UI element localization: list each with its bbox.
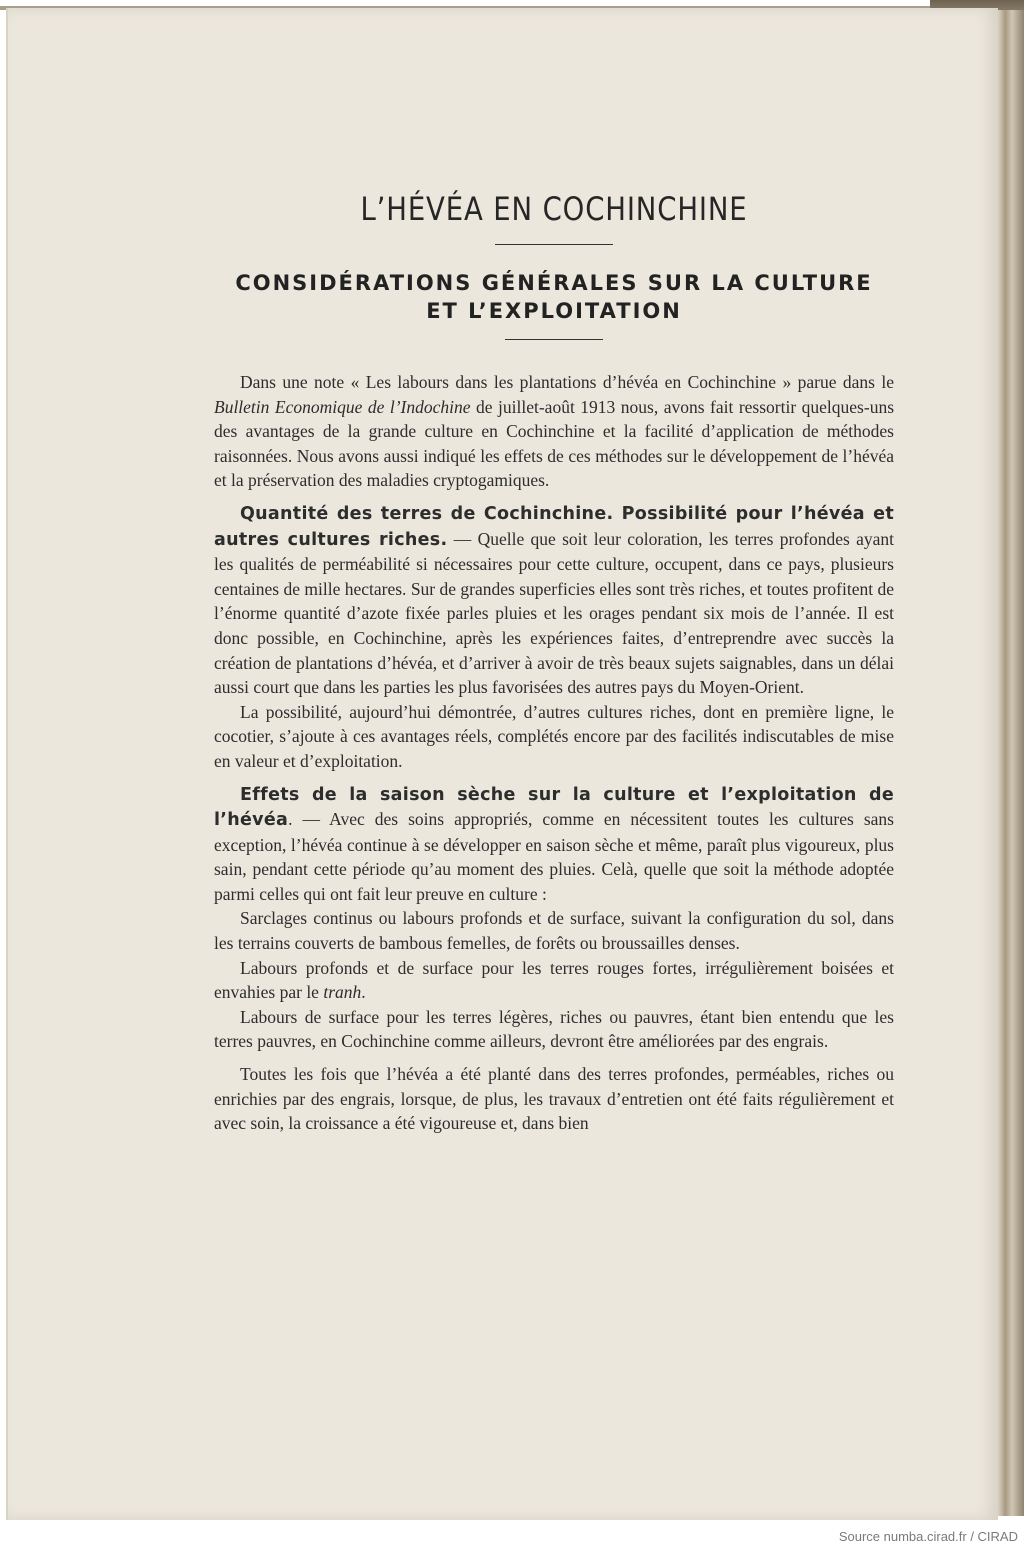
title-divider [495, 244, 613, 245]
paragraph-intro [214, 370, 894, 493]
paragraph-red-soils [214, 956, 894, 1005]
paragraph-text: — Quelle que soit leur coloration, les terres profondes ayant les qualités de perméabilité si nécessaires pour cette culture, occupent, dans ce pays, plusieurs centaines de mille hectares. Sur de grandes superficies elles sont très riches, et toutes profitent de l’énorme quantité d’azote fixée parles pluies et les orages pendant six mois de l’année. Il est donc possible, en Cochinchine, après les expériences faites, d’entreprendre avec succès la création de plantations d’hévéa, et d’arriver à avoir de très beaux sujets saignables, dans un délai aussi court que dans les parties les plus favorisées des autres pays du Moyen-Orient. [214, 528, 894, 698]
paragraph-text: Labours profonds et de surface pour les terres rouges fortes, irrégulièrement boisées et envahies par le [214, 957, 894, 1003]
paragraph-soils [214, 501, 894, 700]
bulletin-title: Bulletin Economique de l’Indochine [214, 396, 471, 417]
paragraph-light-soils: Labours de surface pour les terres légères, riches ou pauvres, étant bien entendu que les terres pauvres, en Cochinchine comme ailleurs, devront être améliorées par des engrais. [214, 1006, 894, 1052]
paragraph-dry-season [214, 782, 894, 907]
subtitle-line-1: CONSIDÉRATIONS GÉNÉRALES SUR LA CULTURE [235, 271, 873, 295]
paragraph-other-cultures: La possibilité, aujourd’hui démontrée, d’autres cultures riches, dont en première ligne, le cocotier, s’ajoute à ces avantages réels, complétés encore par des facilités indiscutables de mise en valeur et d’exploitation. [214, 701, 894, 771]
italic-term: tranh [323, 982, 362, 1003]
paragraph-text: . — Avec des soins appropriés, comme en nécessitent toutes les cultures sans exception, l’hévéa continue à se développer en saison sèche et même, paraît plus vigoureux, plus sain, pendant cette période qu’au moment des pluies. Celà, quelle que soit la méthode adoptée parmi celles qui ont fait leur preuve en culture : [214, 809, 894, 904]
section-heading: Quantité des terres de Cochinchine. Possibilité pour l’hévéa et autres cultures riches. [214, 503, 894, 550]
paragraph-growth: Toutes les fois que l’hévéa a été planté dans des terres profondes, perméables, riches ou enrichies par des engrais, lorsque, de plus, les travaux d’entretien ont été faits régulièrement et avec soin, la croissance a été vigoureuse et, dans bien [214, 1064, 894, 1134]
article-title: L’HÉVÉA EN COCHINCHINE [360, 190, 748, 228]
article-subtitle [214, 269, 894, 325]
source-credit: Source numba.cirad.fr / CIRAD [838, 1529, 1018, 1544]
paragraph-text: . [361, 982, 366, 1003]
article [214, 190, 894, 1136]
section-heading: Effets de la saison sèche sur la culture et l’exploitation de l’hévéa [214, 784, 894, 831]
paragraph-text: Dans une note « Les labours dans les plantations d’hévéa en Cochinchine » parue dans le [240, 372, 894, 392]
subtitle-line-2: ET L’EXPLOITATION [426, 299, 682, 323]
subtitle-divider [505, 339, 603, 340]
article-body [214, 370, 894, 1136]
paragraph-weeding: Sarclages continus ou labours profonds et de surface, suivant la configuration du sol, dans les terrains couverts de bambous femelles, de forêts ou broussailles denses. [214, 908, 894, 954]
paragraph-text: de juillet-août 1913 nous, avons fait ressortir quelques-uns des avantages de la grande culture en Cochinchine et la facilité d’application de méthodes raisonnées. Nous avons aussi indiqué les effets de ces méthodes sur le développement de l’hévéa et la préservation des maladies cryptogamiques. [214, 396, 895, 491]
